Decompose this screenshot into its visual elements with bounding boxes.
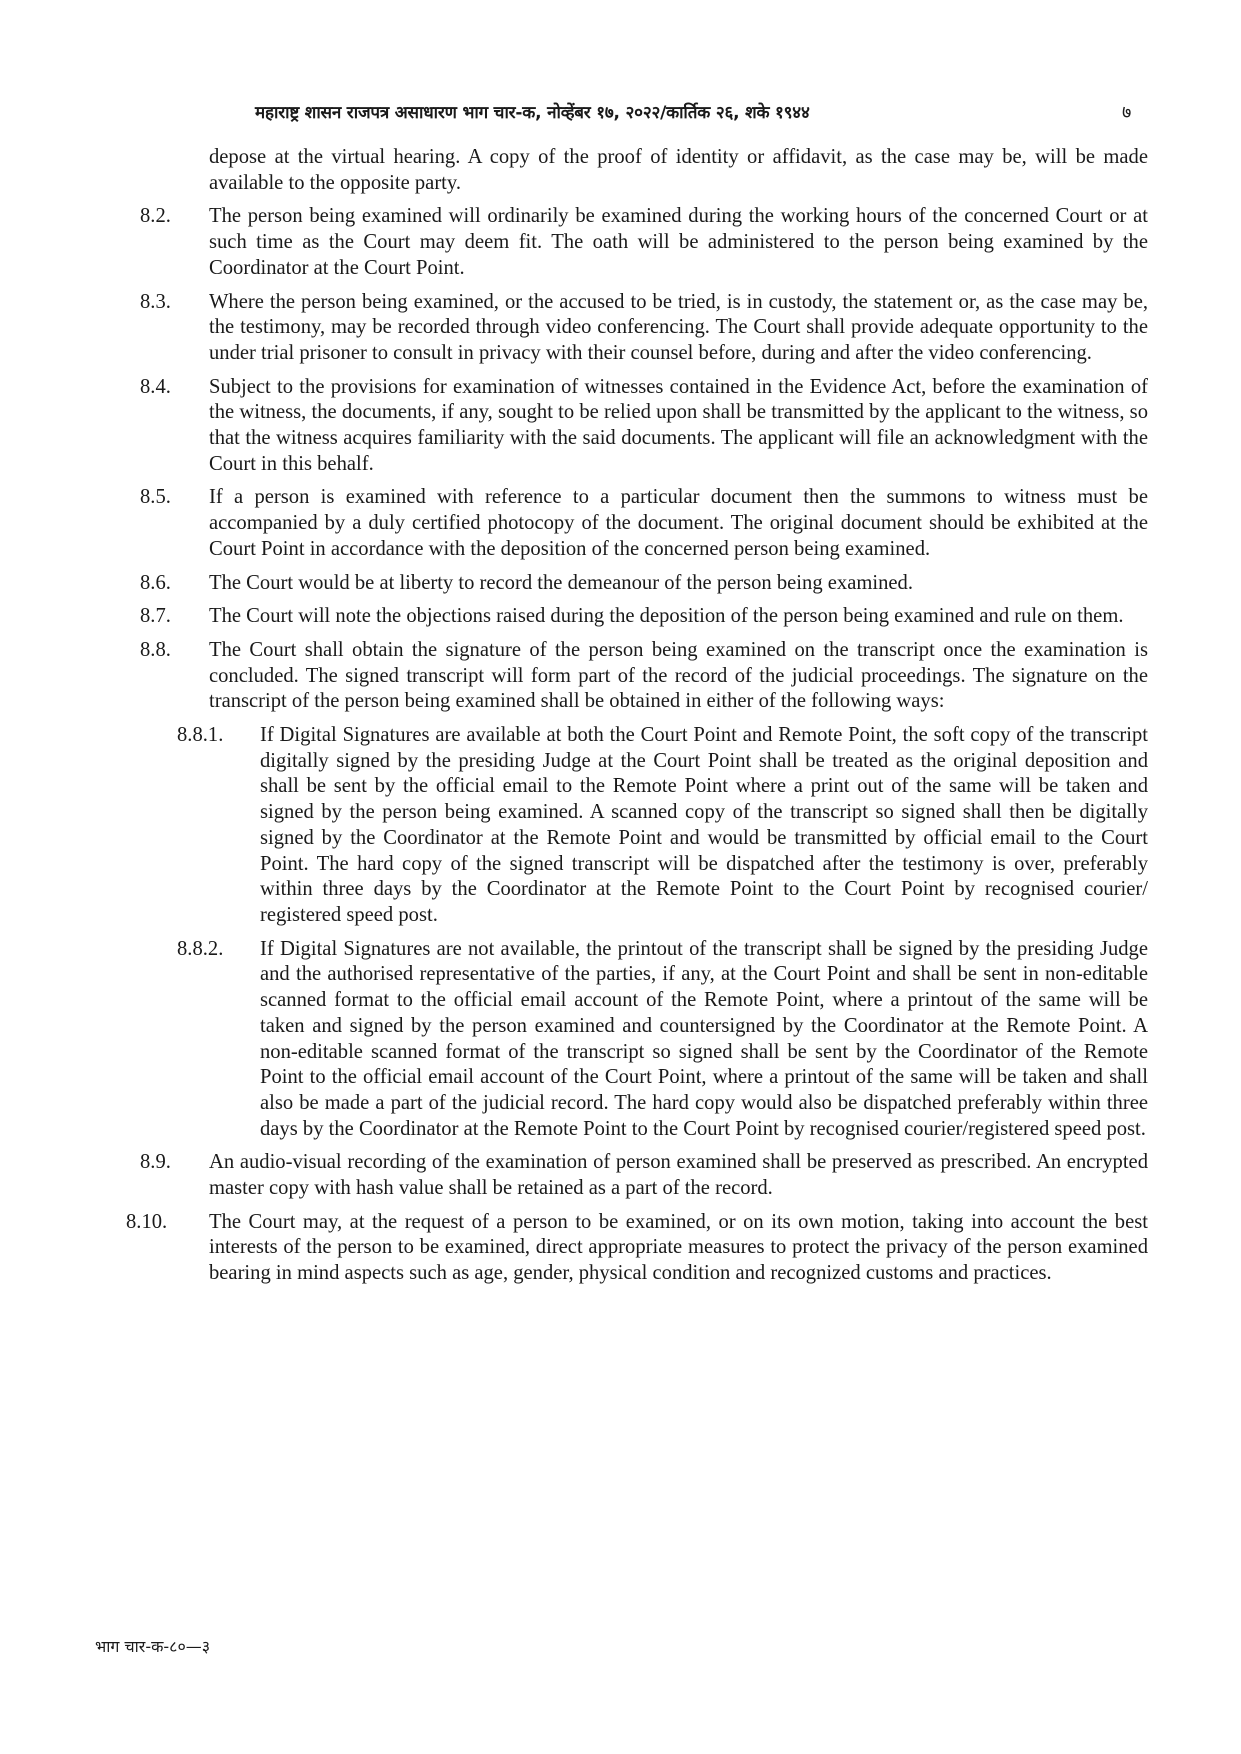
continued-paragraph: depose at the virtual hearing. A copy of the proof of identity or affidavit, as the case may be, will be made available to the opposite party. xyxy=(209,146,1148,194)
subclause-text: If Digital Signatures are not available, the printout of the transcript shall be signed by the presiding Judge and the authorised representative of the parties, if any, at the Court Point and shall be sent in non-editable scanned format to the official email account of the Remote Point, where a printout of the same will be taken and signed by the person examined and countersigned by the Coordinator at the Remote Point. A non-editable scanned format of the transcript so signed shall be sent by the Coordinator of the Remote Point to the official email account of the Court Point, where a printout of the same will be taken and shall also be made a part of the judicial record. The hard copy would also be dispatched preferably within three days by the Coordinator at the Remote Point to the Court Point by recognised courier/registered speed post. xyxy=(260,937,1148,1140)
clause-8-6 xyxy=(140,571,1148,597)
clause-text: Subject to the provisions for examination of witnesses contained in the Evidence Act, before the examination of the witness, the documents, if any, sought to be relied upon shall be transmitted by the applicant to the witness, so that the witness acquires familiarity with the said documents. The applicant will file an acknowledgment with the Court in this behalf. xyxy=(209,375,1148,475)
clause-number: 8.3. xyxy=(140,290,171,313)
document-body xyxy=(126,145,1148,1295)
clause-text: An audio-visual recording of the examination of person examined shall be preserved as prescribed. An encrypted master copy with hash value shall be retained as a part of the record. xyxy=(209,1151,1148,1200)
page-footer: भाग चार-क-८०—३ xyxy=(95,1637,211,1656)
clause-8-5 xyxy=(140,485,1148,562)
subclause-text: If Digital Signatures are available at both the Court Point and Remote Point, the soft copy of the transcript digitally signed by the presiding Judge at the Court Point shall be treated as the original deposition and shall be sent by the official email to the Remote Point where a print out of the same will be taken and signed by the person being examined. A scanned copy of the transcript so signed shall then be digitally signed by the Coordinator at the Remote Point and would be transmitted by official email to the Court Point. The hard copy of the signed transcript will be dispatched after the testimony is over, preferably within three days by the Coordinator at the Remote Point to the Court Point by recognised courier/ registered speed post. xyxy=(260,724,1148,926)
subclause-8-8-2 xyxy=(177,937,1148,1143)
clause-number: 8.5. xyxy=(140,486,171,509)
clause-text: If a person is examined with reference to a particular document then the summons to witness must be accompanied by a duly certified photocopy of the document. The original document should be exhibited at the Court Point in accordance with the deposition of the concerned person being examined. xyxy=(209,486,1148,560)
clause-8-9 xyxy=(140,1150,1148,1201)
clause-text: The Court may, at the request of a person to be examined, or on its own motion, taking into account the best interests of the person to be examined, direct appropriate measures to protect the privacy of the person examined bearing in mind aspects such as age, gender, physical condition and recognized customs and practices. xyxy=(209,1210,1148,1285)
clause-number: 8.10. xyxy=(126,1210,168,1233)
clause-text: The Court would be at liberty to record the demeanour of the person being examined. xyxy=(209,571,913,594)
clause-number: 8.9. xyxy=(140,1151,171,1174)
subclause-number: 8.8.1. xyxy=(177,724,224,747)
clause-text: The Court shall obtain the signature of the person being examined on the transcript once the examination is concluded. The signed transcript will form part of the record of the judicial proceedings. The signature on the transcript of the person being examined shall be obtained in either of the following ways: xyxy=(209,638,1148,713)
clause-8-8 xyxy=(140,638,1148,715)
clause-8-4 xyxy=(140,375,1148,478)
clause-text: The person being examined will ordinarily be examined during the working hours of the concerned Court or at such time as the Court may deem fit. The oath will be administered to the person being examined by the Coordinator at the Court Point. xyxy=(209,205,1148,279)
clause-8-3 xyxy=(140,290,1148,367)
clause-text: The Court will note the objections raised during the deposition of the person being examined and rule on them. xyxy=(209,605,1124,628)
gazette-header: महाराष्ट्र शासन राजपत्र असाधारण भाग चार-क, नोव्हेंबर १७, २०२२/कार्तिक २६, शके १९४४ xyxy=(255,103,810,123)
clause-text: Where the person being examined, or the accused to be tried, is in custody, the statement or, as the case may be, the testimony, may be recorded through video conferencing. The Court shall provide adequate opportunity to the under trial prisoner to consult in privacy with their counsel before, during and after the video conferencing. xyxy=(209,290,1148,364)
clause-number: 8.4. xyxy=(140,375,171,398)
clause-number: 8.8. xyxy=(140,638,171,661)
page-number: ७ xyxy=(1122,102,1132,123)
clause-8-2 xyxy=(140,204,1148,281)
clause-8-7 xyxy=(140,604,1148,630)
clause-number: 8.7. xyxy=(140,605,171,628)
clause-number: 8.2. xyxy=(140,205,171,228)
clause-number: 8.6. xyxy=(140,571,171,594)
subclause-8-8-1 xyxy=(177,723,1148,929)
clause-8-10 xyxy=(126,1210,1148,1287)
subclause-number: 8.8.2. xyxy=(177,937,224,960)
